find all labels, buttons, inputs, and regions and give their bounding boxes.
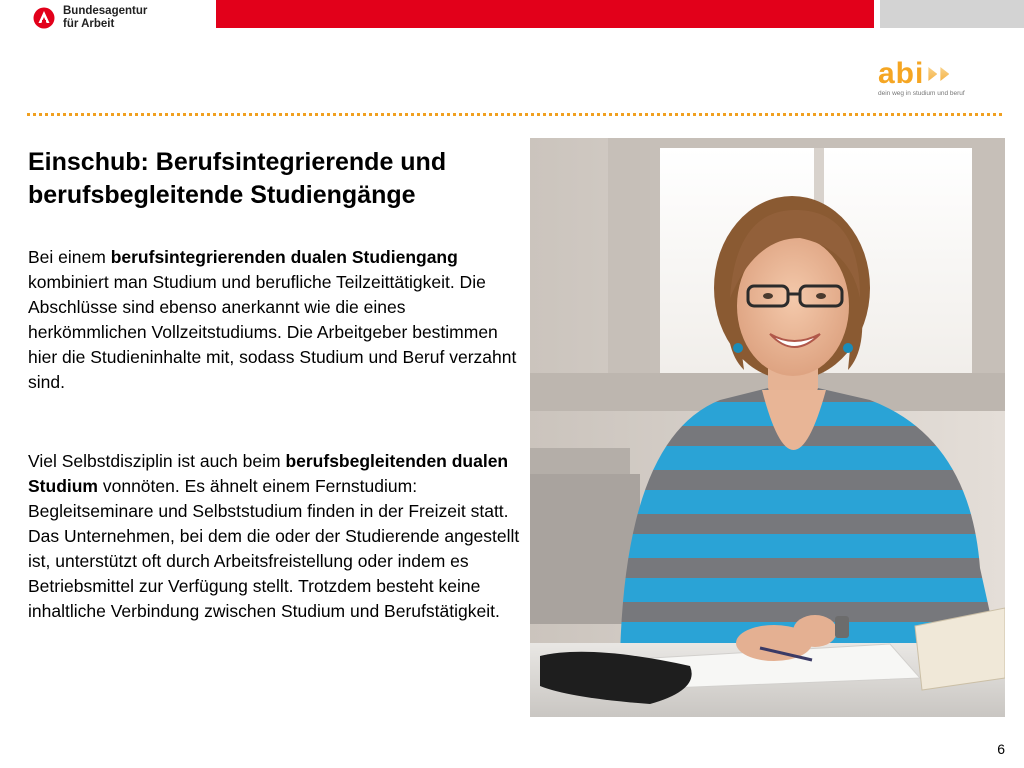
student-photo-illustration bbox=[530, 138, 1005, 717]
bundesagentur-icon bbox=[33, 7, 55, 29]
paragraph1-post: kombiniert man Studium und berufliche Teilzeittätigkeit. Die Abschlüsse sind ebenso anerkannt wie die eines herkömmlichen Vollzeitstudiums. Die Arbeitgeber bestimmen hier die Studieninhalte mit, sodass Studium und Beruf verzahnt sind. bbox=[28, 272, 517, 392]
paragraph2-bold: berufsbegleitenden dualen Studium bbox=[28, 451, 509, 496]
header-red-bar bbox=[216, 0, 874, 28]
paragraph-integrated-study bbox=[28, 245, 525, 395]
abi-logo bbox=[878, 57, 978, 100]
bundesagentur-wordmark bbox=[63, 5, 147, 31]
org-name-line2: für Arbeit bbox=[63, 18, 115, 30]
abi-tagline: dein weg in studium und beruf bbox=[878, 90, 965, 97]
paragraph1-pre: Bei einem bbox=[28, 247, 111, 267]
abi-arrows-icon bbox=[928, 67, 949, 81]
page-number: 6 bbox=[997, 741, 1005, 757]
paragraph1-bold: berufsintegrierenden dualen Studiengang bbox=[110, 247, 458, 267]
paragraph2-pre: Viel Selbstdisziplin ist auch beim bbox=[28, 451, 286, 471]
header-divider bbox=[27, 113, 1002, 116]
org-name-line1: Bundesagentur bbox=[63, 5, 148, 17]
abi-wordmark: abi bbox=[878, 57, 925, 90]
paragraph-accompanying-study bbox=[28, 449, 525, 624]
slide-title: Einschub: Berufsintegrierende und berufsbegleitende Studiengänge bbox=[28, 148, 447, 209]
paragraph2-post: vonnöten. Es ähnelt einem Fernstudium: Begleitseminare und Selbststudium finden in der Freizeit statt. Das Unternehmen, bei dem die oder der Studierende angestellt ist, unterstützt oft durch Arbeitsfreistellung oder indem es Betriebsmittel zur Verfügung stellt. Trotzdem besteht keine inhaltliche Verbindung zwischen Studium und Berufstätigkeit. bbox=[28, 476, 520, 621]
bundesagentur-logo bbox=[33, 5, 147, 31]
header-gray-bar bbox=[880, 0, 1024, 28]
student-photo bbox=[530, 138, 1005, 717]
